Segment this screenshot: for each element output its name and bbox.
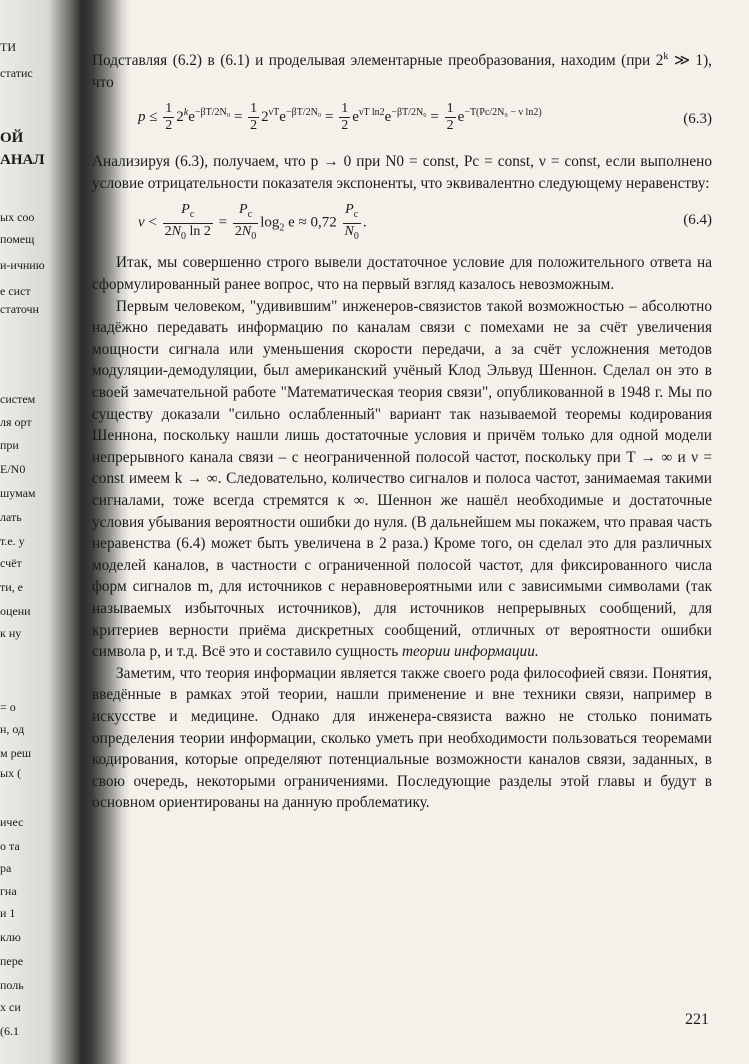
margin-fragment: пере [0, 954, 24, 968]
margin-fragment: при [0, 438, 19, 452]
equation-6-3: p ≤ $\frac{1}{2}$ $2^ke^{-\beta T/2N_0}$ = $\frac{1}{2}$ $2^{\nu T}e^{-\beta T/2N_0}$ = $\frac{1}{2}$ $e^{\nu T ln2}e^{-\beta T/2N_0}$ = $\frac{1}{2}$ $e^{-T(Pc/2N_0 - \nu ln2)}$ (6.3) [138, 101, 712, 134]
margin-fragment: статис [0, 66, 33, 80]
margin-fragment: н, од [0, 722, 25, 736]
margin-fragment: шумам [0, 486, 36, 500]
margin-fragment: о та [0, 839, 20, 853]
margin-fragment: лать [0, 510, 22, 524]
margin-fragment: ля орт [0, 415, 32, 429]
margin-fragment: поль [0, 978, 24, 992]
margin-fragment: ОЙ [0, 130, 24, 146]
margin-fragment: клю [0, 930, 21, 944]
margin-fragment: х си [0, 1000, 21, 1014]
margin-fragment: и 1 [0, 906, 16, 920]
margin-fragment: систем [0, 392, 36, 406]
margin-fragment: ичес [0, 815, 24, 829]
margin-fragment: т.е. у [0, 534, 25, 548]
paragraph-intro: Подставляя (6.2) в (6.1) и проделывая элементарные преобразования, находим (при 2$^k$ ≫ 1), что [92, 51, 712, 91]
paragraph-shannon: Первым человеком, "удивившим" инженеров-связистов такой возможностью – абсолютно надёжно передавать информацию по каналам связи с помехами не за счёт увеличения мощности сигнала или уменьшения скорости передачи, а за счёт усложнения методов модуляции-демодуляции, был американский учёный Клод Эльвуд Шеннон. Сделал он это в своей замечательной работе "Математическая теория связи", опубликованной в 1948 г. Мы по существу доказали "сильно ослабленный" вариант так называемой теоремы кодирования Шеннона, поскольку нашли лишь достаточные условия и причём только для одной модели непрерывного канала связи – с неограниченной полосой частот, поскольку при T → ∞ и ν = const имеем k → ∞. Следовательно, количество сигналов и полоса частот, занимаемая такими сигналами, тоже всегда стремятся к ∞. Шеннон же нашёл необходимые и достаточные условия убывания вероятности ошибки до нуля. (В дальнейшем мы покажем, что правая часть неравенства (6.4) может быть увеличена в 2 раза.) Кроме того, он сделал это для различных моделей каналов, в частности с ограниченной полосой частот, для фиксированного числа форм сигналов m, для источников с неравновероятными или с зависимыми символами (так называемых избыточных источников), для источников непрерывных сообщений, для критериев верности приёма дискретных сообщений, отличных от вероятности ошибки символа p, и т.д. Всё это и составило сущность теории информации. [92, 297, 712, 661]
margin-fragment: E/N0 [0, 462, 26, 476]
margin-fragment: м реш [0, 746, 32, 760]
margin-fragment: ых ( [0, 766, 22, 780]
page-body [92, 46, 712, 814]
margin-fragment: помещ [0, 232, 35, 246]
margin-fragment: счёт [0, 556, 22, 570]
margin-fragment: е сист [0, 284, 31, 298]
margin-fragment: ых соо [0, 210, 35, 224]
margin-fragment: гна [0, 884, 17, 898]
margin-fragment: ра [0, 861, 12, 875]
margin-fragment: АНАЛ [0, 152, 45, 168]
paragraph-philosophy: Заметим, что теория информации является также своего рода философией связи. Понятия, введённые в рамках этой теории, нашли применение и вне техники связи, например в искусстве и медицине. Однако для инженера-связиста важно не столько понимать определения теории информации, сколько уметь при необходимости пользоваться теоремами кодирования, которые определяют потенциальные возможности каналов связи, заданных, в свою очередь, некоторыми ограничениями. Последующие разделы этой главы и будут в основном ориентированы на данную проблематику. [92, 664, 712, 812]
previous-page-fragments [0, 0, 80, 1064]
paragraph-conclusion: Итак, мы совершенно строго вывели достаточное условие для положительного ответа на сформулированный ранее вопрос, что на первый взгляд казалось невозможным. [92, 254, 712, 294]
margin-fragment: (6.1 [0, 1024, 19, 1038]
margin-fragment: оцени [0, 604, 31, 618]
margin-fragment: к ну [0, 626, 22, 640]
margin-fragment: = о [0, 700, 16, 714]
margin-fragment: и-ичнию [0, 258, 45, 272]
page-number: 221 [685, 1011, 709, 1028]
margin-fragment: ТИ [0, 40, 16, 54]
margin-fragment: статочн [0, 302, 39, 316]
equation-6-4: ν < $\frac{P_c}{2N_0 \ln 2}$ = $\frac{P_c}{2N_0}$ $\log_2 e \approx 0,72$ $\frac{P_c}{N_0}$ . (6.4) [138, 202, 712, 243]
margin-fragment: ти, е [0, 580, 23, 594]
paragraph-analysis: Анализируя (6.3), получаем, что p → 0 при N0 = const, Pc = const, ν = const, если выполнено условие отрицательности показателя экспоненты, что эквивалентно следующему неравенству: [92, 153, 712, 192]
equation-number-6-4: (6.4) [683, 212, 712, 229]
equation-number-6-3: (6.3) [683, 111, 712, 128]
